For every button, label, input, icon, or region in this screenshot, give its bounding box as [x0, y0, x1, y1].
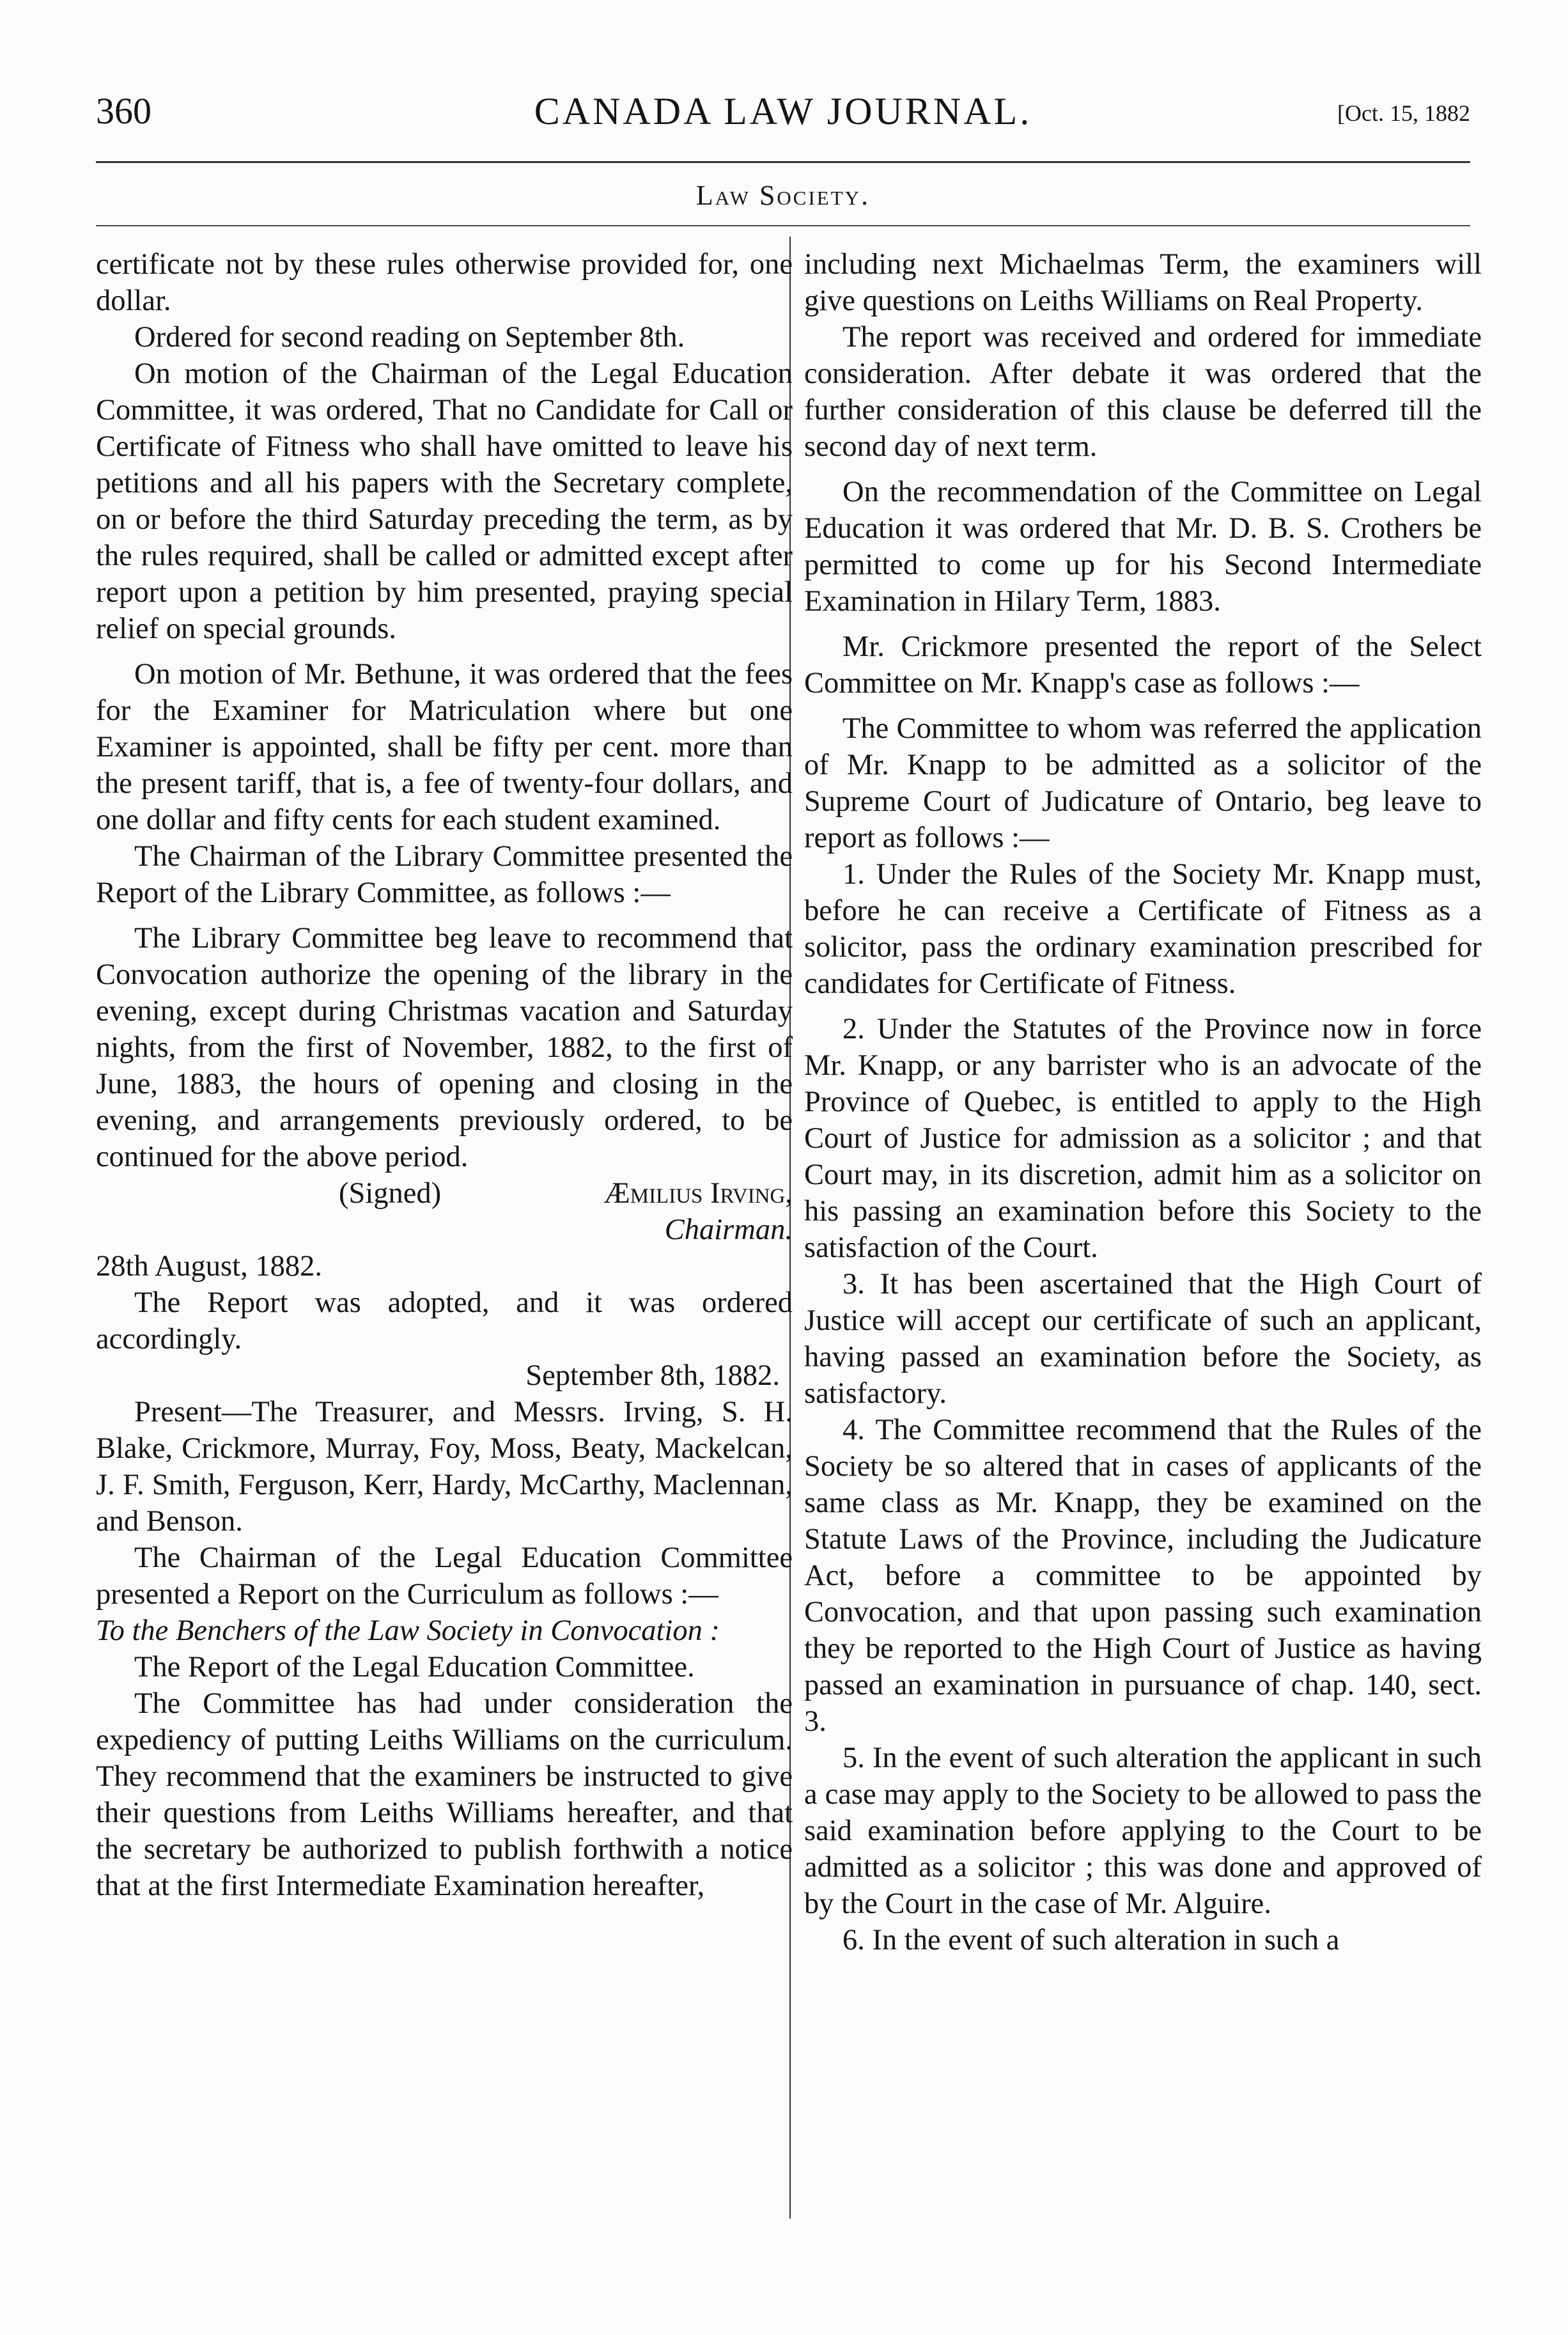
- paragraph: 6. In the event of such alteration in such a: [842, 1924, 1340, 1956]
- right-column: [804, 246, 1482, 1958]
- paragraph: Mr. Crickmore presented the report of the Select Committee on Mr. Knapp's case as follows :—: [804, 630, 1482, 699]
- issue-date: [Oct. 15, 1882: [1337, 100, 1470, 126]
- journal-title: CANADA LAW JOURNAL.: [534, 90, 1032, 132]
- paragraph: Ordered for second reading on September 8th.: [134, 321, 685, 354]
- paragraph: The report was received and ordered for immediate consideration. After debate it was ordered that the further consideration of this clause be deferred till the second day of next term.: [804, 321, 1482, 463]
- paragraph: Present—The Treasurer, and Messrs. Irving, S. H. Blake, Crickmore, Murray, Foy, Moss, Beaty, Mackelcan, J. F. Smith, Ferguson, Kerr, Hardy, McCarthy, Maclennan, and Benson.: [96, 1396, 793, 1538]
- paragraph: The Report was adopted, and it was ordered accordingly.: [96, 1286, 793, 1355]
- paragraph: On the recommendation of the Committee on Legal Education it was ordered that Mr. D. B. S. Crothers be permitted to come up for his Second Intermediate Examination in Hilary Term, 1883.: [804, 476, 1482, 618]
- paragraph: 3. It has been ascertained that the High Court of Justice will accept our certificate of such an applicant, having passed an examination before the Society, as satisfactory.: [804, 1268, 1482, 1410]
- left-column: [96, 246, 793, 1904]
- paragraph: including next Michaelmas Term, the examiners will give questions on Leiths Williams on Real Property.: [804, 248, 1482, 317]
- paragraph: The Committee has had under consideration the expediency of putting Leiths Williams on the curriculum. They recommend that the examiners be instructed to give their questions from Leiths Williams hereafter, and that the secretary be authorized to publish forthwith a notice that at the first Intermediate Examination hereafter,: [96, 1687, 793, 1902]
- signed-label: (Signed): [339, 1177, 442, 1210]
- section-heading: Law Society.: [695, 180, 871, 211]
- paragraph: On motion of Mr. Bethune, it was ordered that the fees for the Examiner for Matriculation where but one Examiner is appointed, shall be fifty per cent. more than the present tariff, that is, a fee of twenty-four dollars, and one dollar and fifty cents for each student examined.: [96, 658, 793, 836]
- paragraph: The Report of the Legal Education Committee.: [134, 1651, 695, 1683]
- section-rule: [96, 225, 1470, 226]
- paragraph: 5. In the event of such alteration the applicant in such a case may apply to the Society to be allowed to pass the said examination before applying to the Court to be admitted as a solicitor ; this was done and approved of by the Court in the case of Mr. Alguire.: [804, 1742, 1482, 1920]
- paragraph: 4. The Committee recommend that the Rules of the Society be so altered that in cases of applicants of the same class as Mr. Knapp, they be examined on the Statute Laws of the Province, including the Judicature Act, before a committee to be appointed by Convocation, and that upon passing such examination they be reported to the High Court of Justice as having passed an examination in pursuance of chap. 140, sect. 3.: [804, 1414, 1482, 1738]
- signature-line: [96, 1175, 793, 1212]
- meeting-date: September 8th, 1882.: [525, 1359, 780, 1392]
- paragraph: The Chairman of the Library Committee presented the Report of the Library Committee, as follows :—: [96, 840, 793, 909]
- header-rule: [96, 161, 1470, 163]
- address-line: To the Benchers of the Law Society in Convocation :: [96, 1614, 720, 1647]
- signatory-title: Chairman.: [664, 1214, 793, 1246]
- paragraph: On motion of the Chairman of the Legal Education Committee, it was ordered, That no Candidate for Call or Certificate of Fitness who shall have omitted to leave his petitions and all his papers with the Secretary complete, on or before the third Saturday preceding the term, as by the rules required, shall be called or admitted except after report upon a petition by him presented, praying special relief on special grounds.: [96, 357, 793, 645]
- paragraph: 1. Under the Rules of the Society Mr. Knapp must, before he can receive a Certificate of Fitness as a solicitor, pass the ordinary examination prescribed for candidates for Certificate of Fitness.: [804, 858, 1482, 1000]
- paragraph: The Chairman of the Legal Education Committee presented a Report on the Curriculum as follows :—: [96, 1542, 793, 1611]
- paragraph: 2. Under the Statutes of the Province now in force Mr. Knapp, or any barrister who is an advocate of the Province of Quebec, is entitled to apply to the High Court of Justice for admission as a solicitor ; and that Court may, in its discretion, admit him as a solicitor on his passing an examination before this Society to the satisfaction of the Court.: [804, 1013, 1482, 1264]
- signatory-name: Æmilius Irving,: [603, 1177, 793, 1210]
- paragraph: The Committee to whom was referred the application of Mr. Knapp to be admitted as a solicitor of the Supreme Court of Judicature of Ontario, beg leave to report as follows :—: [804, 712, 1482, 854]
- report-date: 28th August, 1882.: [96, 1250, 322, 1283]
- page-header: [96, 90, 1470, 147]
- paragraph: certificate not by these rules otherwise provided for, one dollar.: [96, 248, 793, 317]
- paragraph: The Library Committee beg leave to recommend that Convocation authorize the opening of the library in the evening, except during Christmas vacation and Saturday nights, from the first of November, 1882, to the first of June, 1883, the hours of opening and closing in the evening, and arrangements previously ordered, to be continued for the above period.: [96, 922, 793, 1173]
- page-number: 360: [96, 90, 151, 132]
